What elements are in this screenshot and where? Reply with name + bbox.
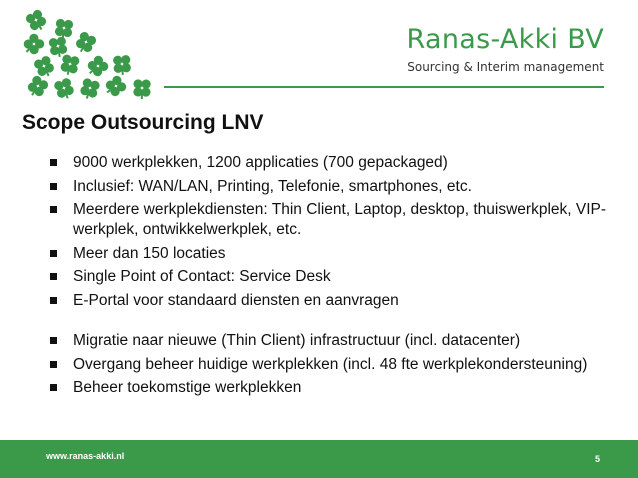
brand-tagline: Sourcing & Interim management [407,60,604,74]
bullet-text: Beheer toekomstige werkplekken [73,379,302,397]
bullet-text: Single Point of Contact: Service Desk [73,268,331,286]
brand-block [407,24,604,74]
clover-leaf [33,55,57,80]
square-bullet-icon [50,159,57,166]
bullet-item [50,153,620,173]
bullet-text: Inclusief: WAN/LAN, Printing, Telefonie, smartphones, etc. [73,177,472,195]
square-bullet-icon [50,337,57,344]
clover-leaf [113,55,132,76]
page-number: 5 [594,454,600,464]
square-bullet-icon [50,273,57,280]
square-bullet-icon [50,384,57,391]
square-bullet-icon [50,250,57,257]
clover-leaves-logo-icon [14,8,164,100]
bullet-item [50,244,620,264]
header-divider [164,86,604,88]
brand-name: Ranas-Akki BV [406,24,604,55]
clover-leaf [84,54,110,80]
square-bullet-icon [50,361,57,368]
footer-bar [0,440,638,478]
clover-leaf [20,32,46,58]
footer-url: www.ranas-akki.nl [46,451,125,461]
clover-leaf [133,79,151,99]
bullet-text: Migratie naar nieuwe (Thin Client) infrastructuur (incl. datacenter) [73,331,521,349]
clover-leaf [53,77,76,100]
bullet-text: E-Portal voor standaard diensten en aanvragen [73,291,399,309]
bullet-item [50,331,620,351]
bullet-item [50,200,620,240]
bullet-text: 9000 werkplekken, 1200 applicaties (700 gepackaged) [73,154,448,171]
bullet-text: Meer dan 150 locaties [73,244,226,262]
bullet-item [50,177,620,197]
clover-leaf [73,30,97,55]
clover-leaf [59,54,80,77]
square-bullet-icon [50,297,57,304]
clover-leaf [25,74,50,100]
square-bullet-icon [50,183,57,190]
clover-leaf [54,18,73,40]
bullet-item [50,267,620,287]
clover-leaf [102,74,128,99]
bullet-item [50,378,620,398]
bullet-item [50,355,620,375]
slide-title: Scope Outsourcing LNV [22,111,264,134]
clover-leaf [48,36,68,58]
clover-leaf [79,77,101,100]
clover-leaf [24,8,49,34]
bullet-item [50,291,620,311]
bullet-text: Meerdere werkplekdiensten: Thin Client, Laptop, desktop, thuiswerkplek, VIP-werkplek, ontwikkelwerkplek, etc. [73,201,607,239]
bullet-text: Overgang beheer huidige werkplekken (incl. 48 fte werkplekondersteuning) [73,355,588,373]
square-bullet-icon [50,206,57,213]
bullet-list [50,153,620,402]
